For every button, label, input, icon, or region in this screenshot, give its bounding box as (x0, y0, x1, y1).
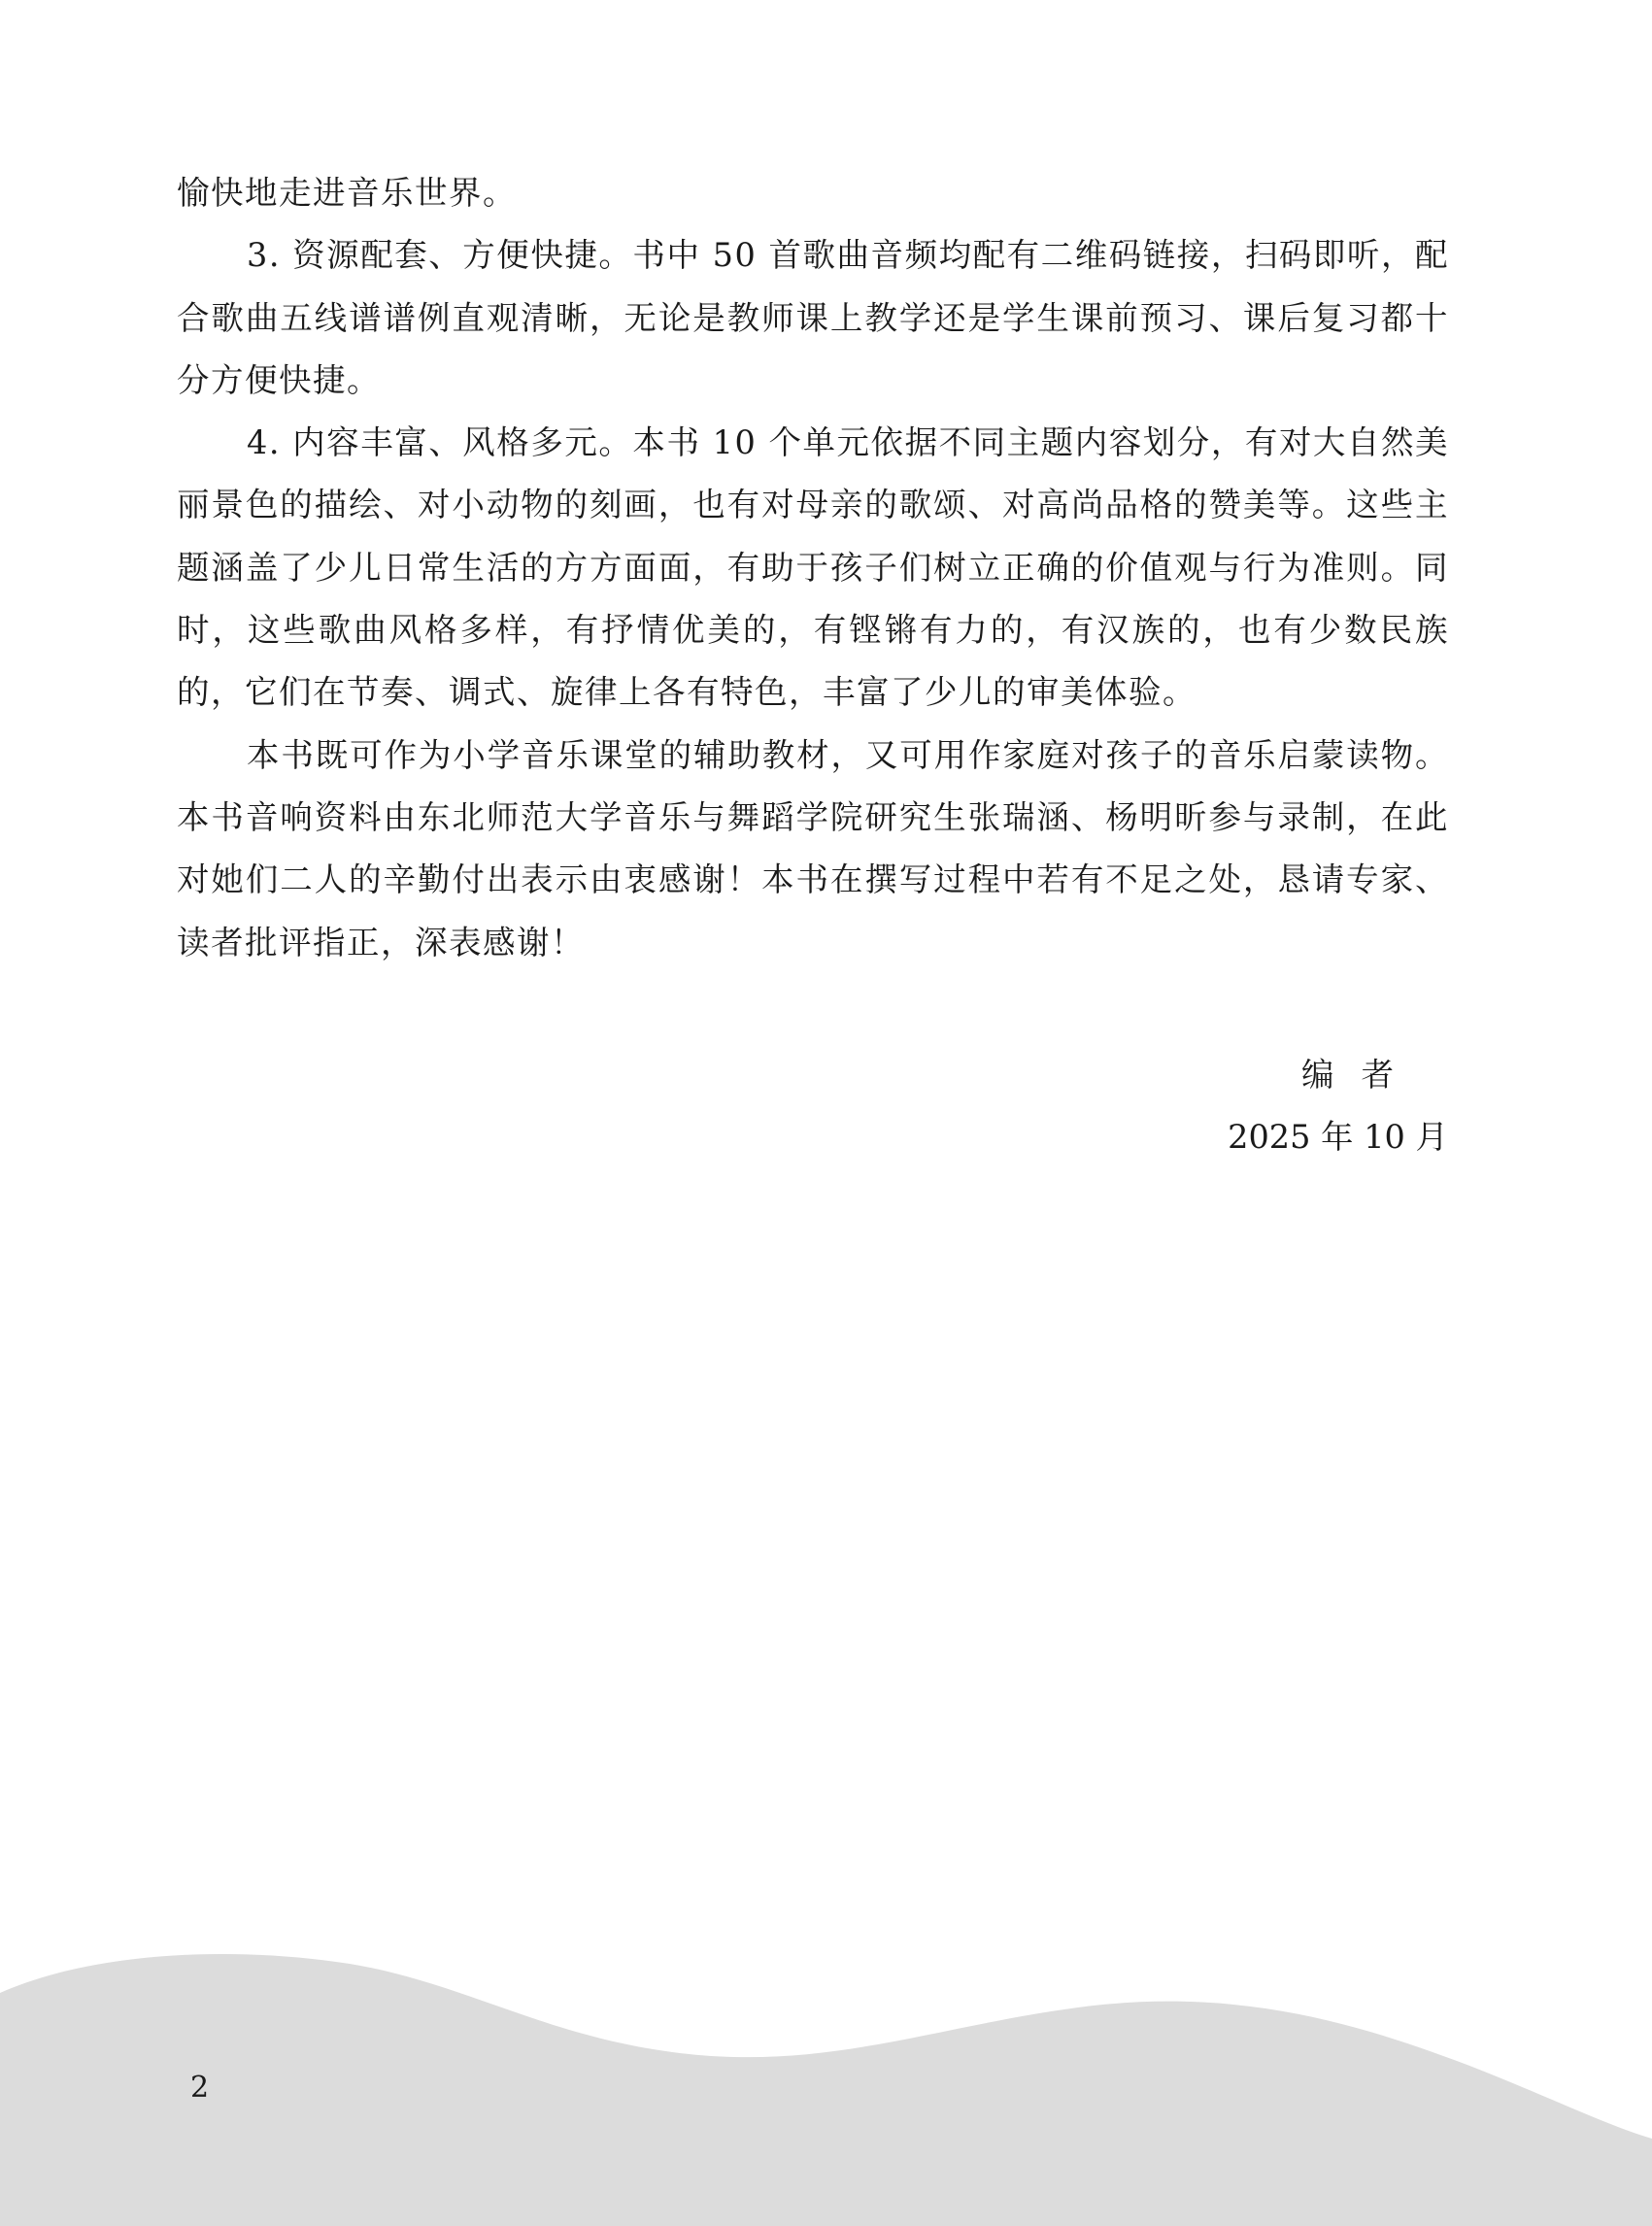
body-text (177, 162, 1449, 974)
paragraph-usage-thanks: 本书既可作为小学音乐课堂的辅助教材，又可用作家庭对孩子的音乐启蒙读物。本书音响资料由东北师范大学音乐与舞蹈学院研究生张瑞涵、杨明昕参与录制，在此对她们二人的辛勤付出表示由衷感谢！本书在撰写过程中若有不足之处，恳请专家、读者批评指正，深表感谢！ (177, 735, 1449, 961)
paragraph-content: 4. 内容丰富、风格多元。本书 10 个单元依据不同主题内容划分，有对大自然美丽景色的描绘、对小动物的刻画，也有对母亲的歌颂、对高尚品格的赞美等。这些主题涵盖了少儿日常生活的方方面面，有助于孩子们树立正确的价值观与行为准则。同时，这些歌曲风格多样，有抒情优美的，有铿锵有力的，有汉族的，也有少数民族的，它们在节奏、调式、旋律上各有特色，丰富了少儿的审美体验。 (177, 423, 1449, 712)
page-number: 2 (190, 2071, 210, 2105)
paragraph-continuation: 愉快地走进音乐世界。 (177, 174, 517, 212)
editor-label: 编者 (1301, 1056, 1421, 1094)
paragraph-resources: 3. 资源配套、方便快捷。书中 50 首歌曲音频均配有二维码链接，扫码即听，配合歌曲五线谱谱例直观清晰，无论是教师课上教学还是学生课前预习、课后复习都十分方便快捷。 (177, 236, 1449, 399)
footer-wave-decoration (0, 1944, 1652, 2226)
signature-block (1228, 1044, 1448, 1169)
signature-date: 2025 年 10 月 (1228, 1118, 1448, 1157)
footer-wave-shape (0, 1954, 1652, 2226)
